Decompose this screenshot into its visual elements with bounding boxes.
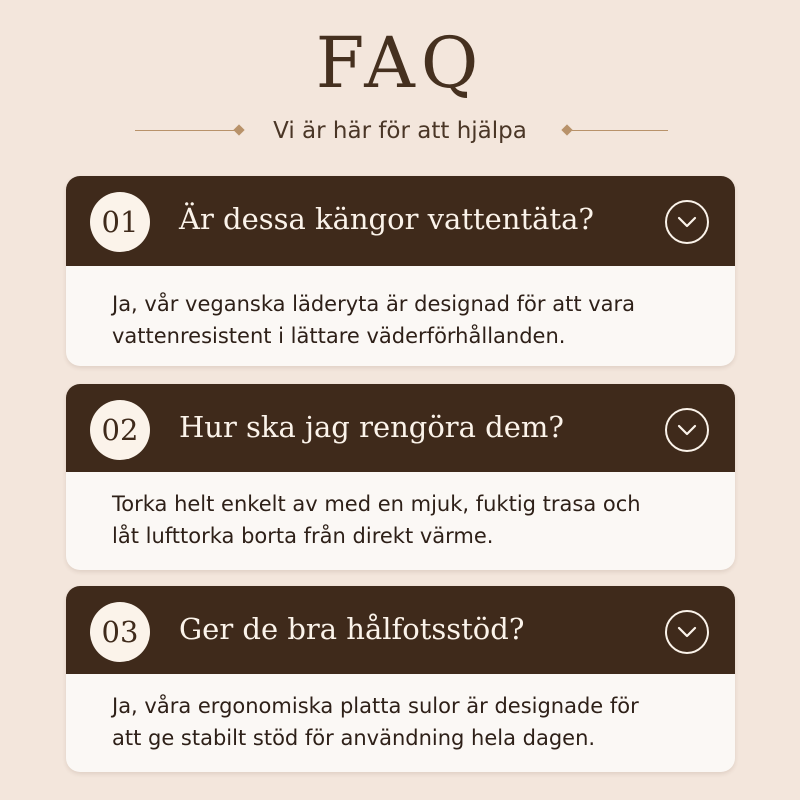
faq-number-badge: 03 — [90, 602, 150, 662]
page-title: FAQ — [315, 22, 485, 104]
chevron-down-icon[interactable] — [665, 610, 709, 654]
faq-answer-line: vattenresistent i lättare väderförhållanden. — [112, 324, 566, 348]
faq-answer — [112, 288, 712, 352]
faq-number-badge: 02 — [90, 400, 150, 460]
faq-item — [66, 586, 735, 772]
faq-question-header[interactable] — [66, 176, 735, 266]
subtitle-row — [0, 116, 800, 146]
divider-line-right — [572, 130, 668, 131]
faq-answer-line: att ge stabilt stöd för användning hela dagen. — [112, 726, 596, 750]
faq-question: Ger de bra hålfotsstöd? — [179, 612, 525, 646]
faq-answer-line: låt lufttorka borta från direkt värme. — [112, 524, 494, 548]
faq-item — [66, 384, 735, 570]
faq-question-header[interactable] — [66, 586, 735, 674]
page-subtitle: Vi är här för att hjälpa — [273, 118, 527, 144]
faq-answer-line: Ja, vår veganska läderyta är designad för att vara — [112, 292, 636, 316]
chevron-down-icon[interactable] — [665, 408, 709, 452]
chevron-down-icon[interactable] — [665, 200, 709, 244]
faq-answer-line: Ja, våra ergonomiska platta sulor är designade för — [112, 694, 639, 718]
faq-answer-line: Torka helt enkelt av med en mjuk, fuktig trasa och — [112, 492, 641, 516]
faq-answer — [112, 690, 712, 754]
faq-question: Hur ska jag rengöra dem? — [179, 410, 564, 444]
faq-item — [66, 176, 735, 366]
faq-answer — [112, 488, 712, 552]
faq-question-header[interactable] — [66, 384, 735, 472]
faq-question: Är dessa kängor vattentäta? — [179, 202, 594, 236]
faq-number-badge: 01 — [90, 192, 150, 252]
